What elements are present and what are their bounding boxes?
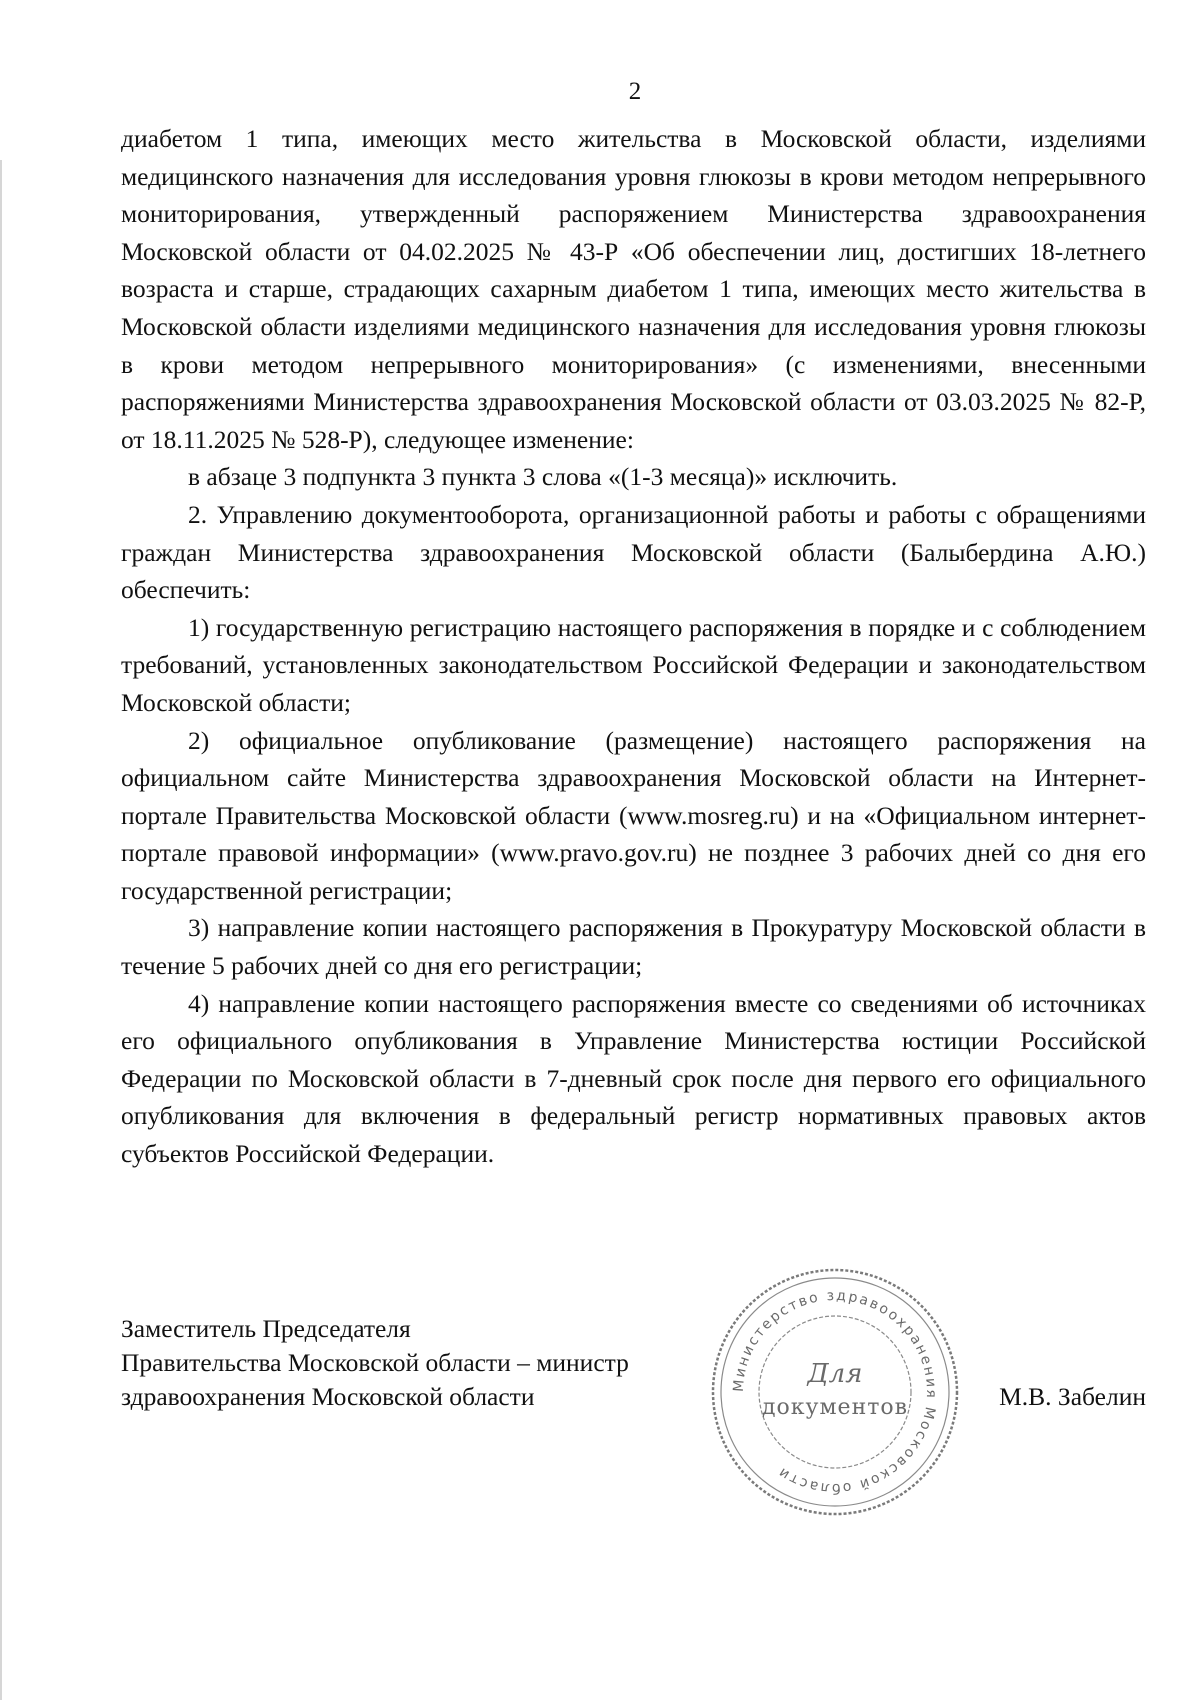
paragraph-subitem-4: 4) направление копии настоящего распоряжения вместе со сведениями об источниках его официального опубликования в Управление Министерства юстиции Российской Федерации по Московской области в 7-дневный срок после дня первого его официального опубликования для включения в федеральный регистр нормативных правовых актов субъектов Российской Федерации. — [121, 988, 1146, 1169]
paragraph-subitem-2: 2) официальное опубликование (размещение) настоящего распоряжения на официальном сайте Министерства здравоохранения Московской области на Интернет-портале Правительства Московской области (www.mosreg.ru) и на «Официальном интернет-портале правовой информации» (www.pravo.gov.ru) не позднее 3 рабочих дней со дня его государственной регистрации; — [121, 725, 1146, 905]
stamp-center-line-2: документов — [761, 1395, 909, 1420]
signature-block — [121, 1312, 1146, 1442]
signatory-name: М.В. Забелин — [999, 1382, 1146, 1411]
signatory-position-line: здравоохранения Московской области — [121, 1382, 535, 1411]
signatory-position-line: Заместитель Председателя — [121, 1314, 411, 1343]
stamp-center-line-1: Для — [807, 1359, 863, 1389]
signatory-position-line: Правительства Московской области – министр — [121, 1348, 629, 1377]
paragraph-subitem-1: 1) государственную регистрацию настоящего распоряжения в порядке и с соблюдением требований, установленных законодательством Российской Федерации и законодательством Московской области; — [121, 612, 1146, 717]
stamp-seal-icon — [705, 1262, 965, 1522]
document-body — [121, 120, 1146, 1173]
paragraph-subitem-3: 3) направление копии настоящего распоряжения в Прокуратуру Московской области в течение 5 рабочих дней со дня его регистрации; — [121, 913, 1146, 981]
paragraph-item-2: 2. Управлению документооборота, организационной работы и работы с обращениями граждан Министерства здравоохранения Московской области (Балыбердина А.Ю.) обеспечить: — [121, 499, 1146, 605]
official-stamp — [705, 1262, 965, 1522]
paragraph-continuation: диабетом 1 типа, имеющих место жительства в Московской области, изделиями медицинского назначения для исследования уровня глюкозы в крови методом непрерывного мониторирования, утвержденный распоряжением Министерства здравоохранения Московской области от 04.02.2025 № 43-Р «Об обеспечении лиц, достигших 18-летнего возраста и старше, страдающих сахарным диабетом 1 типа, имеющих место жительства в Московской области изделиями медицинского назначения для исследования уровня глюкозы в крови методом непрерывного мониторирования» (с изменениями, внесенными распоряжениями Министерства здравоохранения Московской области от 03.03.2025 № 82-Р, от 18.11.2025 № 528-Р), следующее изменение: — [121, 124, 1146, 454]
paragraph-amendment: в абзаце 3 подпункта 3 пункта 3 слова «(1-3 месяца)» исключить. — [188, 462, 898, 492]
page-number: 2 — [628, 78, 642, 105]
scan-edge-shadow — [0, 160, 2, 1700]
signatory-position — [121, 1312, 741, 1414]
stamp-ring-text: Министерство здравоохранения Московской области — [730, 1287, 940, 1497]
svg-text:Министерство здравоохранения М — [731, 1288, 939, 1496]
